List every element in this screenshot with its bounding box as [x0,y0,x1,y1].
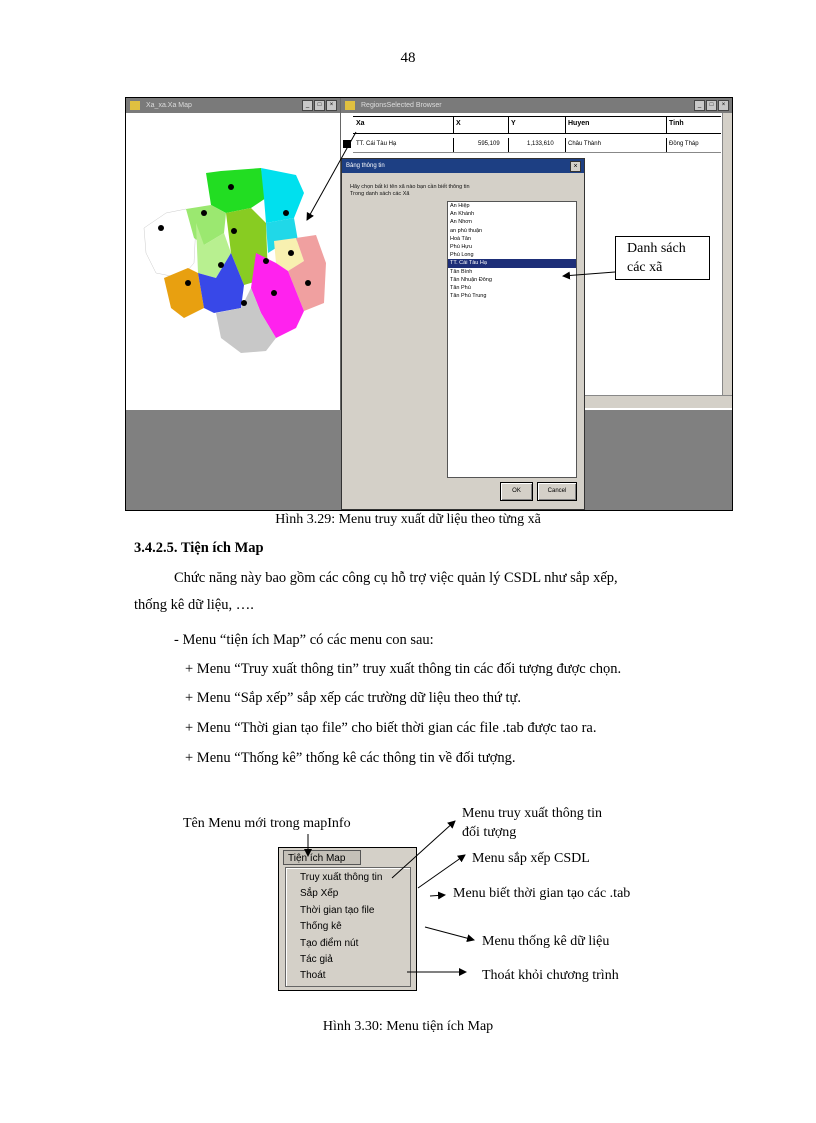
column-header-y[interactable]: Y [511,120,516,127]
close-icon[interactable]: × [570,161,581,172]
dialog-title: Bảng thông tin [346,163,385,169]
menu-item-tac-gia[interactable]: Tác giả [300,954,333,965]
menu-item-truy-xuat[interactable]: Truy xuất thông tin [300,872,383,883]
minimize-icon[interactable]: _ [694,100,705,111]
column-header-huyen[interactable]: Huyen [568,120,590,127]
bullet-intro: - Menu “tiện ích Map” có các menu con sau: [174,632,434,648]
list-item[interactable]: Hoà Tân [450,235,471,242]
menu-item-thong-ke[interactable]: Thống kê [300,921,342,932]
section-heading: 3.4.2.5. Tiện ích Map [134,540,264,556]
menu-item-tao-diem-nut[interactable]: Tạo điểm nút [300,938,359,949]
annotation-thoat: Thoát khỏi chương trình [482,968,619,983]
arrow-truy-xuat [392,821,455,878]
maximize-icon[interactable]: □ [314,100,325,111]
figure-3-29-caption: Hình 3.29: Menu truy xuất dữ liệu theo từng xã [275,512,541,527]
label-new-menu: Tên Menu mới trong mapInfo [183,816,351,831]
maximize-icon[interactable]: □ [706,100,717,111]
cancel-button[interactable]: Cancel [537,482,577,501]
column-header-x[interactable]: X [456,120,461,127]
annotation-thoi-gian: Menu biết thời gian tạo các .tab [453,886,631,901]
bullet-item: + Menu “Thời gian tạo file” cho biết thời gian các file .tab được tao ra. [185,720,597,736]
page-number: 48 [400,50,416,66]
arrow-thoi-gian [430,895,445,896]
close-icon[interactable]: × [326,100,337,111]
paragraph-line1: Chức năng này bao gồm các công cụ hỗ trợ việc quản lý CSDL như sắp xếp, [174,570,618,586]
menu-item-sap-xep[interactable]: Sắp Xếp [300,888,339,899]
minimize-icon[interactable]: _ [302,100,313,111]
column-header-tinh[interactable]: Tinh [669,120,684,127]
list-item[interactable]: Tân Phú Trung [450,293,487,300]
menu-item-thoi-gian[interactable]: Thời gian tạo file [300,905,375,916]
cell-y: 1,133,610 [527,141,554,147]
cell-xa: TT. Cái Tàu Hạ [356,141,397,147]
arrow-to-list [563,272,615,276]
list-item[interactable]: Tân Nhuận Đông [450,276,492,283]
figure2-arrows [0,780,816,1000]
list-item[interactable]: An Khánh [450,211,475,218]
dialog-prompt-line1: Hãy chọn bất kì tên xã nào bạn cần biết thông tin [350,184,470,190]
list-item[interactable]: Tân Bình [450,268,473,275]
cell-tinh: Đồng Tháp [669,141,699,147]
list-item[interactable]: Tân Phú [450,284,471,291]
list-item[interactable]: TT. Cái Tàu Hạ [448,259,576,267]
annotation-thong-ke: Menu thống kê dữ liệu [482,934,610,949]
cell-x: 595,109 [478,141,500,147]
callout-line2: các xã [627,260,663,275]
dialog-prompt-line2: Trong danh sách các Xã [350,191,410,197]
annotation-truy-xuat: Menu truy xuất thông tin [462,806,602,821]
bullet-item: + Menu “Sắp xếp” sắp xếp các trường dữ liệu theo thứ tự. [185,690,521,706]
callout-commune-list [615,236,710,280]
menu-title[interactable]: Tiện ích Map [283,850,361,865]
list-item[interactable]: An Hiệp [450,203,470,209]
ok-button[interactable]: OK [500,482,533,501]
list-item[interactable]: Phú Long [450,252,474,259]
list-item[interactable]: Phú Hựu [450,243,473,250]
map-window-title: Xa_xa.Xa Map [146,102,192,109]
annotation-sap-xep: Menu sắp xếp CSDL [472,851,590,866]
browser-title: RegionsSelected Browser [361,102,442,109]
cell-huyen: Châu Thành [568,141,601,147]
arrow-to-browser [307,132,356,220]
list-item[interactable]: An Nhơn [450,219,472,226]
bullet-item: + Menu “Truy xuất thông tin” truy xuất thông tin các đối tượng được chọn. [185,661,622,677]
paragraph-line2: thống kê dữ liệu, …. [134,597,254,613]
annotation-truy-xuat-line2: đối tượng [462,825,517,840]
figure-3-30-caption: Hình 3.30: Menu tiện ích Map [322,1019,494,1034]
bullet-item: + Menu “Thống kê” thống kê các thông tin về đối tượng. [185,750,516,766]
column-header-xa[interactable]: Xa [356,120,365,127]
arrow-sap-xep [418,855,465,888]
callout-line1: Danh sách [627,241,686,256]
arrow-thong-ke [425,927,474,940]
close-icon[interactable]: × [718,100,729,111]
list-item[interactable]: an phú thuận [450,227,483,234]
menu-item-thoat[interactable]: Thoát [300,970,326,981]
